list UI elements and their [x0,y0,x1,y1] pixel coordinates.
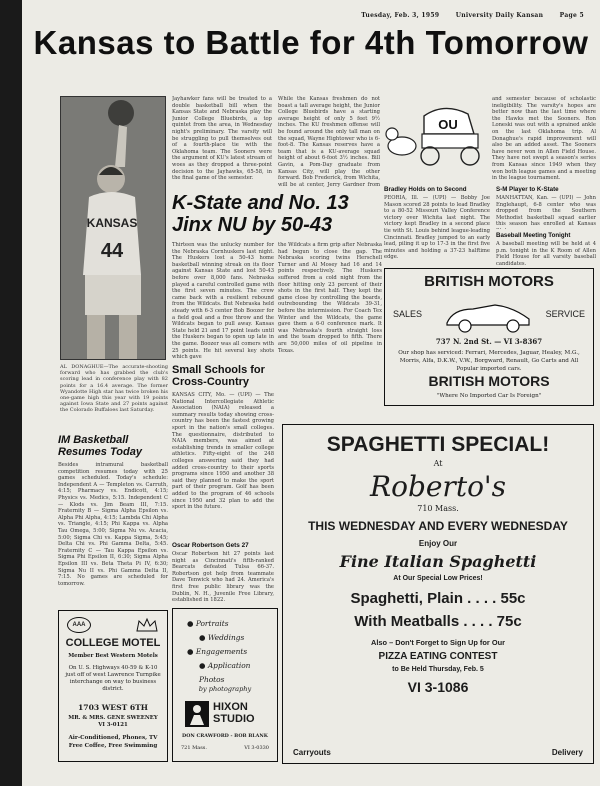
british-services: Our shop has serviced: Ferrari, Mercedes, Jaguar, Healey, M.G., Morris, Alfa, D.K.W., V.W., Borgward, Renault, Go Carts and All Popular imported cars. [398,350,580,372]
british-motors-title: BRITISH MOTORS [424,273,554,290]
kstate-headline: K-State and No. 13 Jinx NU by 50-43 [172,192,349,236]
enjoy-line: Enjoy Our [418,539,458,548]
hixon-item-portraits: ● Portraits [187,619,229,628]
contest-date: to Be Held Thursday, Feb. 5 [392,666,484,673]
sales-label: SALES [393,309,423,319]
oscar-headline: Oscar Robertson Gets 27 [172,542,249,549]
main-headline: Kansas to Battle for 4th Tomorrow [33,24,589,61]
spaghetti-at: At [433,459,443,468]
also-line: Also – Don't Forget to Sign Up for Our [371,638,505,647]
smu-headline: S-M Player to K-State [496,186,559,193]
service-label: SERVICE [545,309,585,319]
hixon-people: DON CRAWFORD - BOB BLANK [182,733,268,739]
motel-owners: MR. & MRS. GENE SWEENEY VI 3-0121 [68,715,158,728]
small-schools-body: KANSAS CITY, Mo. — (UPI) — The National Intercollegiate Athletic Association (NAIA) released a summary results today showing cross-country has been the fastest growing sport in the nation's small colleges. The questionnaire, distributed to NAIA members, was aimed at establishing trends in smaller college athletics. Fifty-eight of the 248 colleges answering said they had added cross-country to their sports programs since 1950 and another 38 said they planned to make the sport part of their program. Golf has been added to the program of 46 schools since 1950 and 32 plan to add the sport in the future. [172,392,274,511]
basketball-player-image [61,97,165,359]
hixon-by: by photography [198,685,252,693]
hixon-studio-ad [172,608,278,762]
jersey-number: 44 [100,240,124,262]
lead-story-col2: While the Kansas freshmen do not boast a tall average height, the Junior College Bluebirds have a starting average height of only 5 feet 9½ inches. The KU freshmen offense will be found around the only tall man on the squad, Wayne Hightower who is 6-foot-8. The Kansas reserves have a team that is a KU-average squad height of about 6-foot 3½ inches. Bill Gavin, a Pom-Day graduate from Kansas City, will play the other forward. Bob Frederick, from Wichita, will be at center, Jerry Gardner from [278,96,380,188]
im-headline: IM Basketball Resumes Today [58,434,142,458]
hixon-name: HIXON STUDIO [213,701,255,725]
camera-person-icon [185,701,209,727]
meeting-headline: Baseball Meeting Tonight [496,232,571,239]
cartoon-ou-text: OU [438,117,458,132]
motel-crown-icon [135,617,159,633]
british-address: 737 N. 2nd St. — VI 3-8367 [435,337,543,346]
meeting-body: A baseball meeting will be held at 4 p.m. tonight in the K Room of Allen Field House for all varsity baseball candidates. [496,241,596,265]
spaghetti-phone: VI 3-1086 [407,679,469,695]
wednesday-line: THIS WEDNESDAY AND EVERY WEDNESDAY [308,519,568,533]
header-paper: University Daily Kansan [455,12,544,19]
bradley-headline: Bradley Holds on to Second [384,186,467,193]
player-photo [60,96,166,360]
basketball-icon [108,100,134,126]
price-meatballs: With Meatballs . . . . 75c [354,613,522,630]
jersey-text: KANSAS [86,216,138,230]
motel-address: 1703 WEST 6TH [78,703,148,712]
spaghetti-title: SPAGHETTI SPECIAL! [326,433,550,456]
carryouts-label: Carryouts [293,748,331,757]
smu-body: MANHATTAN, Kan. — (UPI) — John Englehaupt, 6-8 center who was dropped from the Southern Methodist basketball squad earlier this season has enrolled at Kansas [496,195,596,228]
header-date: Tuesday, Feb. 3, 1959 [361,12,440,19]
hixon-address: 721 Mass. [181,745,207,751]
spaghetti-ad [282,424,594,764]
sports-car-icon [443,295,535,333]
motel-directions: On U. S. Highways 40-59 & K-10 just off of west Lawrence Turnpike interchange on way to business district. [65,665,161,692]
sooner-wagon-icon [384,100,488,176]
motel-member: Member Best Western Motels [68,653,158,659]
kstate-col2: the Wildcats a firm grip after Nebraska had begun to close the gap. The Nebraska scoring twins Herschell Turner and Al Mosey had 16 and 14 points respectively. The Huskers suffered from a cold night from the floor hitting only 23 percent of their shots in the first half. They kept the game close by controlling the boards, outrebounding the Wildcats 39-31, before the intermission. For Coach Tex Winter and the Wildcats, the game gave them a 6-0 conference mark. It was Nebraska's fourth straight loss and the team dropped to fifth. There are 50,000 miles of oil pipeline in Texas. [278,242,382,354]
fine-spaghetti: Fine Italian Spaghetti [339,552,537,571]
hixon-item-application: ● Application Photos [199,661,251,684]
ou-cartoon [384,100,488,176]
im-body: Besides intramural basketball competition resumes today with 25 games scheduled. Today's schedule: Independent A — Templeton vs. Carruth, 4:15; Pharmacy vs. Endicott, 4:15; Physics vs. Medics, 5:15. Independent C — Klods vs. Jim Beam III, 7:15. Fraternity B — Sigma Alpha Epsilon vs. Alpha Phi Alpha, 4:15; Lambda Chi Alpha vs. Triangle, 4:15; Phi Kappa vs. Alpha Tau Omega, 5:00; Sigma Nu vs. Acacia, 5:00; Sigma Chi vs. Kappa Sigma, 5:45; Delta Chi vs. Phi Gamma Delta, 5:45. Fraternity C — Tau Kappa Epsilon vs. Sigma Phi Epsilon II, 6:30; Sigma Alpha Epsilon III vs. Beta Theta Pi IV, 6:30; Sigma Nu II vs. Phi Gamma Delta II, 7:15. No games are scheduled for tomorrow. [58,462,168,587]
lead-story-col4: and semester because of scholastic ineligibility. The varsity's hopes are better now than the last time where the Hawks met the Sooners. Ron Loneski was out with a sprained ankle on the last Oklahoma trip. Al Donaghue's rapid improvement will also be an added asset. The Sooners have never won in Allen Field House. They have not swept a season's series from Kansas since 1949 when they won both league games and a meeting in the league tournament. [492,96,596,182]
delivery-label: Delivery [551,748,583,757]
british-motors-title-2: BRITISH MOTORS [428,373,550,389]
special-prices: At Our Special Low Prices! [393,575,483,582]
hixon-services [187,617,277,687]
hixon-item-engagements: ● Engagements [187,647,248,656]
photo-caption: AL DONAGHUE—The accurate-shooting forward who has grabbed the club's scoring lead in conference play with 82 points for a 16.4 average. The former Wyandotte High star has twice broken his one-game high this year with 19 points against Iowa State and 27 points against the Colorado Buffaloes last Saturday. [60,364,168,414]
price-plain: Spaghetti, Plain . . . . 55c [350,590,526,607]
hixon-phone: VI 3-0330 [244,745,269,751]
oscar-body: Oscar Robertson hit 27 points last night as Cincinnati's fifth-ranked Bearcats defeated Tulsa 66-37. Robertson got help from teammate Dave Tenwick who had 24. America's first free public library was the Dublin, N. H., Juvenile Free Library, established in 1822. [172,551,274,604]
page-header [347,12,584,19]
motel-name: COLLEGE MOTEL [65,637,161,649]
robertos-address: 710 Mass. [417,504,459,513]
robertos-logo: Roberto's [370,470,506,503]
small-schools-headline: Small Schools for Cross-Country [172,364,265,388]
motel-amenities: Air-Conditioned, Phones, TV Free Coffee, Free Swimming [68,735,158,749]
british-tagline: "Where No Imported Car Is Foreign" [436,393,542,399]
kstate-col1: Thirteen was the unlucky number for the Nebraska Cornhuskers last night. The Huskers lost a 50-43 home basketball winning streak on its floor against Kansas State and lost 50-43 before over 8,000 fans. Nebraska played a careful controlled game with the first seven minutes. The crew came back with a resilient rebound from the Wildcats. But Nebraska held steady with 6-3 center Bob Boozer for a field goal and a free throw and the Wildcats began to pull away. Kansas State held 21 and 17 point leads until the Huskers began to open up late in the game. Boozer was all comers with 25 points. He hit several key shots which gave [172,242,274,360]
lead-story-col1: Jayhawker fans will be treated to a double basketball bill when the Kansas State and Nebraska play the Junior College Bluebirds, a top quintet from the area, in Wednesday night's preliminary. The varsity will be struggling to pull themselves out of a fourth-place tie with the Oklahoma team. The Sooners were the argument of KU's latest stream of woes as they dropped a three-point decision to the Jayhawks, 65-58, in the final game of the semester. [172,96,272,182]
newspaper-page [22,0,600,786]
british-motors-ad [384,268,594,406]
hixon-item-weddings: ● Weddings [199,633,245,642]
bradley-body: PEORIA, Ill. — (UPI) — Bobby Joe Mason scored 28 points to lead Bradley to a 80-52 Missouri Valley Conference victory over Wichita last night. The victory kept Bradley in a second place tie with St. Louis behind league-leading Cincinnati. Bradley jumped to an early lead, piling it up to 17-3 in the first five minutes and holding a 37-23 halftime edge. [384,195,490,259]
header-page: Page 5 [559,12,584,19]
college-motel-ad [58,610,168,762]
pizza-contest: PIZZA EATING CONTEST [378,651,498,662]
aaa-logo: AAA [67,617,91,633]
